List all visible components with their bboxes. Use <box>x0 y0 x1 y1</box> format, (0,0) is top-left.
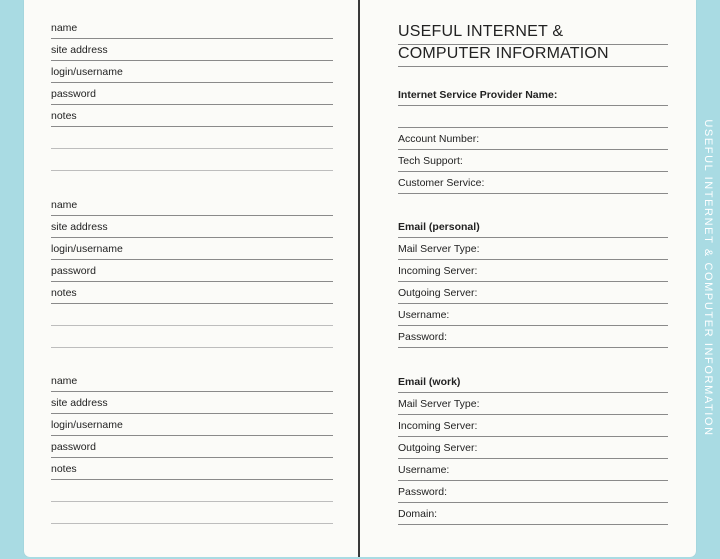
work-mail-server-type-field[interactable] <box>398 392 668 415</box>
work-username-field[interactable] <box>398 458 668 481</box>
field-site-address[interactable] <box>51 38 333 61</box>
field-name[interactable] <box>51 369 333 392</box>
field-login-username[interactable] <box>51 413 333 436</box>
notes-line[interactable] <box>51 303 333 326</box>
account-number-field[interactable] <box>398 127 668 150</box>
work-outgoing-server-field[interactable] <box>398 436 668 459</box>
section-side-tab <box>696 0 720 559</box>
work-password-field[interactable] <box>398 480 668 503</box>
notes-line[interactable] <box>51 479 333 502</box>
right-page <box>360 0 696 557</box>
field-password[interactable] <box>51 82 333 105</box>
field-label: Incoming Server: <box>398 265 478 277</box>
notes-line[interactable] <box>51 126 333 149</box>
section-heading: Internet Service Provider Name: <box>398 89 558 101</box>
field-label: Tech Support: <box>398 155 463 167</box>
field-label: Customer Service: <box>398 177 485 189</box>
section-heading: Email (work) <box>398 376 461 388</box>
field-site-address[interactable] <box>51 391 333 414</box>
field-login-username[interactable] <box>51 237 333 260</box>
field-label: login/username <box>51 66 123 78</box>
field-label: notes <box>51 287 77 299</box>
field-login-username[interactable] <box>51 60 333 83</box>
field-password[interactable] <box>51 435 333 458</box>
field-label: login/username <box>51 243 123 255</box>
field-label: name <box>51 375 78 387</box>
field-label: Account Number: <box>398 133 480 145</box>
work-incoming-server-field[interactable] <box>398 414 668 437</box>
field-label: Username: <box>398 309 450 321</box>
page-title-line-2 <box>398 41 668 67</box>
work-domain-field[interactable] <box>398 502 668 525</box>
field-label: notes <box>51 110 77 122</box>
email-personal-heading[interactable] <box>398 215 668 238</box>
field-label: site address <box>51 397 108 409</box>
field-notes[interactable] <box>51 281 333 304</box>
field-label: password <box>51 88 96 100</box>
field-label: name <box>51 199 78 211</box>
field-label: password <box>51 265 96 277</box>
field-site-address[interactable] <box>51 215 333 238</box>
field-notes[interactable] <box>51 104 333 127</box>
personal-password-field[interactable] <box>398 325 668 348</box>
field-label: Mail Server Type: <box>398 243 480 255</box>
isp-name-field[interactable] <box>398 83 668 106</box>
field-label: Outgoing Server: <box>398 442 478 454</box>
field-label: Outgoing Server: <box>398 287 478 299</box>
field-label: name <box>51 22 78 34</box>
field-label: Username: <box>398 464 450 476</box>
tech-support-field[interactable] <box>398 149 668 172</box>
customer-service-field[interactable] <box>398 171 668 194</box>
notes-line[interactable] <box>51 325 333 348</box>
email-work-heading[interactable] <box>398 370 668 393</box>
personal-outgoing-server-field[interactable] <box>398 281 668 304</box>
personal-mail-server-type-field[interactable] <box>398 237 668 260</box>
notes-line[interactable] <box>51 148 333 171</box>
field-label: Password: <box>398 486 448 498</box>
page-title-text: COMPUTER INFORMATION <box>398 45 609 62</box>
field-label: Password: <box>398 331 448 343</box>
field-label: login/username <box>51 419 123 431</box>
page-title-text: USEFUL INTERNET & <box>398 23 564 40</box>
personal-incoming-server-field[interactable] <box>398 259 668 282</box>
field-label: site address <box>51 221 108 233</box>
personal-username-field[interactable] <box>398 303 668 326</box>
field-name[interactable] <box>51 193 333 216</box>
field-label: site address <box>51 44 108 56</box>
field-label: Domain: <box>398 508 438 520</box>
side-tab-label: USEFUL INTERNET & COMPUTER INFORMATION <box>702 119 714 437</box>
notes-line[interactable] <box>51 501 333 524</box>
section-heading: Email (personal) <box>398 221 480 233</box>
field-label: notes <box>51 463 77 475</box>
field-notes[interactable] <box>51 457 333 480</box>
isp-extra-line[interactable] <box>398 105 668 128</box>
field-label: Incoming Server: <box>398 420 478 432</box>
left-page <box>24 0 358 557</box>
field-name[interactable] <box>51 16 333 39</box>
field-label: password <box>51 441 96 453</box>
field-label: Mail Server Type: <box>398 398 480 410</box>
field-password[interactable] <box>51 259 333 282</box>
